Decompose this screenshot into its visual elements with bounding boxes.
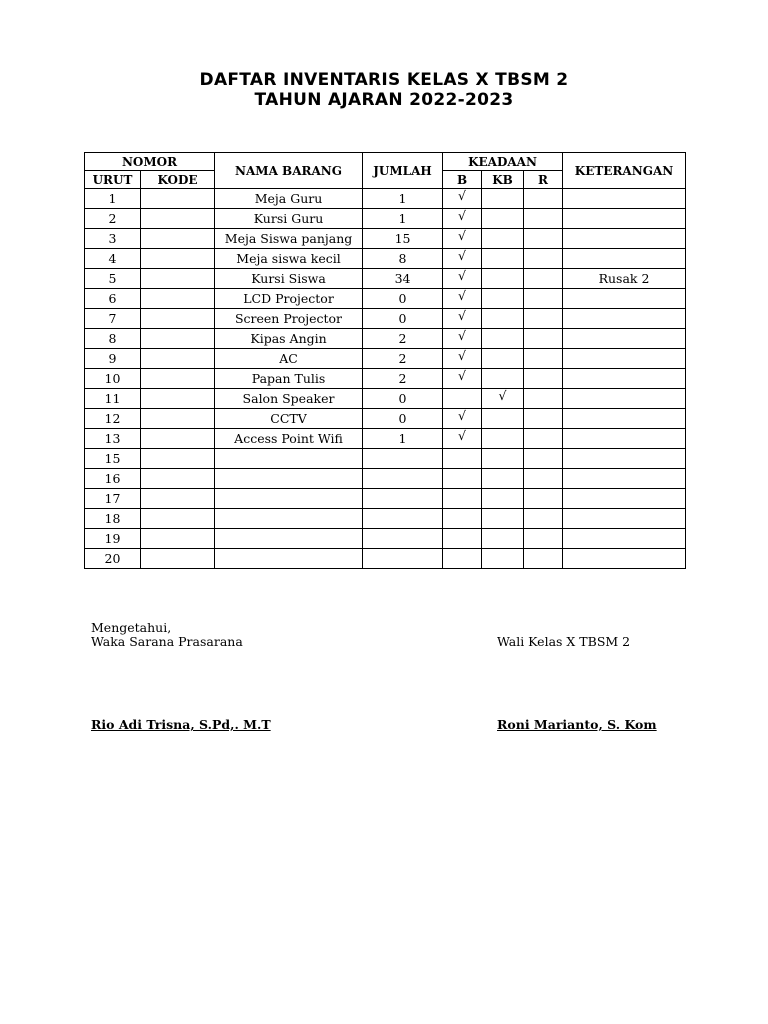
cell-keterangan (563, 409, 686, 429)
cell-jumlah (363, 469, 443, 489)
cell-nama-barang: LCD Projector (215, 289, 363, 309)
table-row (85, 429, 686, 449)
cell-nama-barang: Screen Projector (215, 309, 363, 329)
cell-keterangan (563, 329, 686, 349)
cell-jumlah (363, 489, 443, 509)
cell-kb (482, 309, 524, 329)
cell-r (524, 229, 563, 249)
cell-jumlah: 2 (363, 329, 443, 349)
cell-keterangan (563, 489, 686, 509)
cell-nama-barang: Meja Guru (215, 189, 363, 209)
cell-urut: 5 (85, 269, 141, 289)
cell-b: √ (443, 289, 482, 309)
cell-keterangan (563, 249, 686, 269)
cell-urut: 3 (85, 229, 141, 249)
cell-jumlah: 2 (363, 369, 443, 389)
table-row (85, 449, 686, 469)
cell-r (524, 529, 563, 549)
table-row (85, 189, 686, 209)
cell-b (443, 489, 482, 509)
cell-b: √ (443, 269, 482, 289)
cell-kode (141, 449, 215, 469)
cell-jumlah: 1 (363, 189, 443, 209)
header-row-1 (85, 153, 686, 171)
cell-urut: 18 (85, 509, 141, 529)
cell-r (524, 389, 563, 409)
cell-kode (141, 289, 215, 309)
cell-kode (141, 249, 215, 269)
header-kode: KODE (141, 171, 215, 189)
table-row (85, 349, 686, 369)
cell-kode (141, 549, 215, 569)
cell-jumlah: 1 (363, 429, 443, 449)
cell-keterangan (563, 449, 686, 469)
cell-r (524, 409, 563, 429)
cell-jumlah (363, 529, 443, 549)
cell-urut: 2 (85, 209, 141, 229)
header-nomor: NOMOR (85, 153, 215, 171)
cell-jumlah (363, 509, 443, 529)
signature-left-line2: Waka Sarana Prasarana (91, 634, 243, 649)
cell-nama-barang: Meja siswa kecil (215, 249, 363, 269)
cell-urut: 20 (85, 549, 141, 569)
cell-kb (482, 449, 524, 469)
cell-r (524, 289, 563, 309)
cell-b: √ (443, 249, 482, 269)
cell-urut: 11 (85, 389, 141, 409)
cell-keterangan (563, 209, 686, 229)
cell-kode (141, 369, 215, 389)
table-row (85, 509, 686, 529)
cell-urut: 17 (85, 489, 141, 509)
inventory-table-body (85, 189, 686, 569)
cell-b (443, 509, 482, 529)
cell-kb (482, 189, 524, 209)
signature-right-block (497, 635, 630, 649)
document-title (0, 70, 768, 110)
table-row (85, 469, 686, 489)
cell-nama-barang (215, 469, 363, 489)
cell-kode (141, 389, 215, 409)
cell-kode (141, 189, 215, 209)
cell-keterangan (563, 429, 686, 449)
header-urut: URUT (85, 171, 141, 189)
cell-b: √ (443, 429, 482, 449)
table-row (85, 329, 686, 349)
cell-kode (141, 229, 215, 249)
cell-urut: 4 (85, 249, 141, 269)
cell-kode (141, 509, 215, 529)
cell-kode (141, 529, 215, 549)
cell-kb (482, 289, 524, 309)
cell-b: √ (443, 189, 482, 209)
header-keterangan: KETERANGAN (563, 153, 686, 189)
inventory-table (84, 152, 686, 569)
header-r: R (524, 171, 563, 189)
cell-r (524, 489, 563, 509)
table-row (85, 369, 686, 389)
cell-jumlah (363, 449, 443, 469)
cell-kb (482, 529, 524, 549)
cell-nama-barang: Access Point Wifi (215, 429, 363, 449)
cell-urut: 1 (85, 189, 141, 209)
cell-urut: 7 (85, 309, 141, 329)
cell-keterangan (563, 349, 686, 369)
cell-r (524, 349, 563, 369)
cell-nama-barang (215, 549, 363, 569)
cell-nama-barang (215, 529, 363, 549)
cell-r (524, 329, 563, 349)
cell-r (524, 209, 563, 229)
cell-nama-barang: Kipas Angin (215, 329, 363, 349)
cell-jumlah: 8 (363, 249, 443, 269)
cell-keterangan (563, 189, 686, 209)
cell-nama-barang: AC (215, 349, 363, 369)
cell-jumlah (363, 549, 443, 569)
cell-kb (482, 429, 524, 449)
cell-r (524, 369, 563, 389)
cell-nama-barang (215, 509, 363, 529)
header-nama-barang: NAMA BARANG (215, 153, 363, 189)
cell-kb (482, 469, 524, 489)
cell-r (524, 509, 563, 529)
cell-kode (141, 269, 215, 289)
cell-keterangan (563, 229, 686, 249)
table-row (85, 409, 686, 429)
cell-jumlah: 34 (363, 269, 443, 289)
table-row (85, 249, 686, 269)
cell-jumlah: 15 (363, 229, 443, 249)
cell-urut: 8 (85, 329, 141, 349)
cell-b (443, 529, 482, 549)
cell-r (524, 449, 563, 469)
cell-urut: 12 (85, 409, 141, 429)
header-jumlah: JUMLAH (363, 153, 443, 189)
cell-b (443, 469, 482, 489)
title-line-2: TAHUN AJARAN 2022-2023 (254, 90, 514, 110)
cell-kb: √ (482, 389, 524, 409)
cell-kb (482, 489, 524, 509)
cell-kode (141, 309, 215, 329)
cell-kb (482, 209, 524, 229)
cell-r (524, 429, 563, 449)
cell-nama-barang: Salon Speaker (215, 389, 363, 409)
table-row (85, 229, 686, 249)
table-row (85, 289, 686, 309)
header-b: B (443, 171, 482, 189)
cell-kb (482, 329, 524, 349)
cell-r (524, 189, 563, 209)
cell-b: √ (443, 349, 482, 369)
cell-b: √ (443, 229, 482, 249)
cell-kode (141, 429, 215, 449)
cell-b (443, 389, 482, 409)
cell-keterangan (563, 549, 686, 569)
cell-nama-barang (215, 489, 363, 509)
cell-kb (482, 549, 524, 569)
table-row (85, 529, 686, 549)
cell-keterangan (563, 389, 686, 409)
cell-nama-barang (215, 449, 363, 469)
cell-urut: 13 (85, 429, 141, 449)
cell-r (524, 249, 563, 269)
cell-urut: 16 (85, 469, 141, 489)
header-kb: KB (482, 171, 524, 189)
cell-jumlah: 1 (363, 209, 443, 229)
cell-nama-barang: Meja Siswa panjang (215, 229, 363, 249)
cell-nama-barang: Kursi Guru (215, 209, 363, 229)
table-row (85, 389, 686, 409)
signature-right-name: Roni Marianto, S. Kom (497, 717, 657, 732)
cell-urut: 9 (85, 349, 141, 369)
cell-kode (141, 489, 215, 509)
cell-nama-barang: CCTV (215, 409, 363, 429)
cell-urut: 19 (85, 529, 141, 549)
cell-jumlah: 2 (363, 349, 443, 369)
cell-jumlah: 0 (363, 309, 443, 329)
table-row (85, 209, 686, 229)
cell-kb (482, 409, 524, 429)
signature-left-name: Rio Adi Trisna, S.Pd,. M.T (91, 717, 271, 732)
cell-keterangan (563, 309, 686, 329)
cell-kode (141, 349, 215, 369)
cell-b: √ (443, 209, 482, 229)
cell-kode (141, 469, 215, 489)
cell-kb (482, 269, 524, 289)
cell-b (443, 449, 482, 469)
cell-kode (141, 409, 215, 429)
cell-kb (482, 369, 524, 389)
table-row (85, 549, 686, 569)
table-row (85, 309, 686, 329)
cell-kb (482, 249, 524, 269)
cell-kb (482, 229, 524, 249)
cell-r (524, 469, 563, 489)
cell-r (524, 549, 563, 569)
cell-kode (141, 209, 215, 229)
cell-kode (141, 329, 215, 349)
table-row (85, 269, 686, 289)
cell-urut: 10 (85, 369, 141, 389)
cell-nama-barang: Kursi Siswa (215, 269, 363, 289)
cell-b (443, 549, 482, 569)
cell-b: √ (443, 329, 482, 349)
cell-b: √ (443, 369, 482, 389)
cell-b: √ (443, 309, 482, 329)
cell-r (524, 269, 563, 289)
cell-jumlah: 0 (363, 389, 443, 409)
signature-left-block (91, 621, 243, 649)
cell-urut: 6 (85, 289, 141, 309)
cell-nama-barang: Papan Tulis (215, 369, 363, 389)
cell-r (524, 309, 563, 329)
cell-b: √ (443, 409, 482, 429)
cell-keterangan (563, 289, 686, 309)
cell-jumlah: 0 (363, 409, 443, 429)
cell-kb (482, 349, 524, 369)
table-row (85, 489, 686, 509)
header-keadaan: KEADAAN (443, 153, 563, 171)
cell-kb (482, 509, 524, 529)
cell-keterangan (563, 529, 686, 549)
cell-jumlah: 0 (363, 289, 443, 309)
signature-left-line1: Mengetahui, (91, 620, 172, 635)
signature-right-line1: Wali Kelas X TBSM 2 (497, 634, 631, 649)
cell-keterangan (563, 469, 686, 489)
cell-urut: 15 (85, 449, 141, 469)
title-line-1: DAFTAR INVENTARIS KELAS X TBSM 2 (199, 70, 569, 90)
cell-keterangan: Rusak 2 (563, 269, 686, 289)
cell-keterangan (563, 369, 686, 389)
cell-keterangan (563, 509, 686, 529)
